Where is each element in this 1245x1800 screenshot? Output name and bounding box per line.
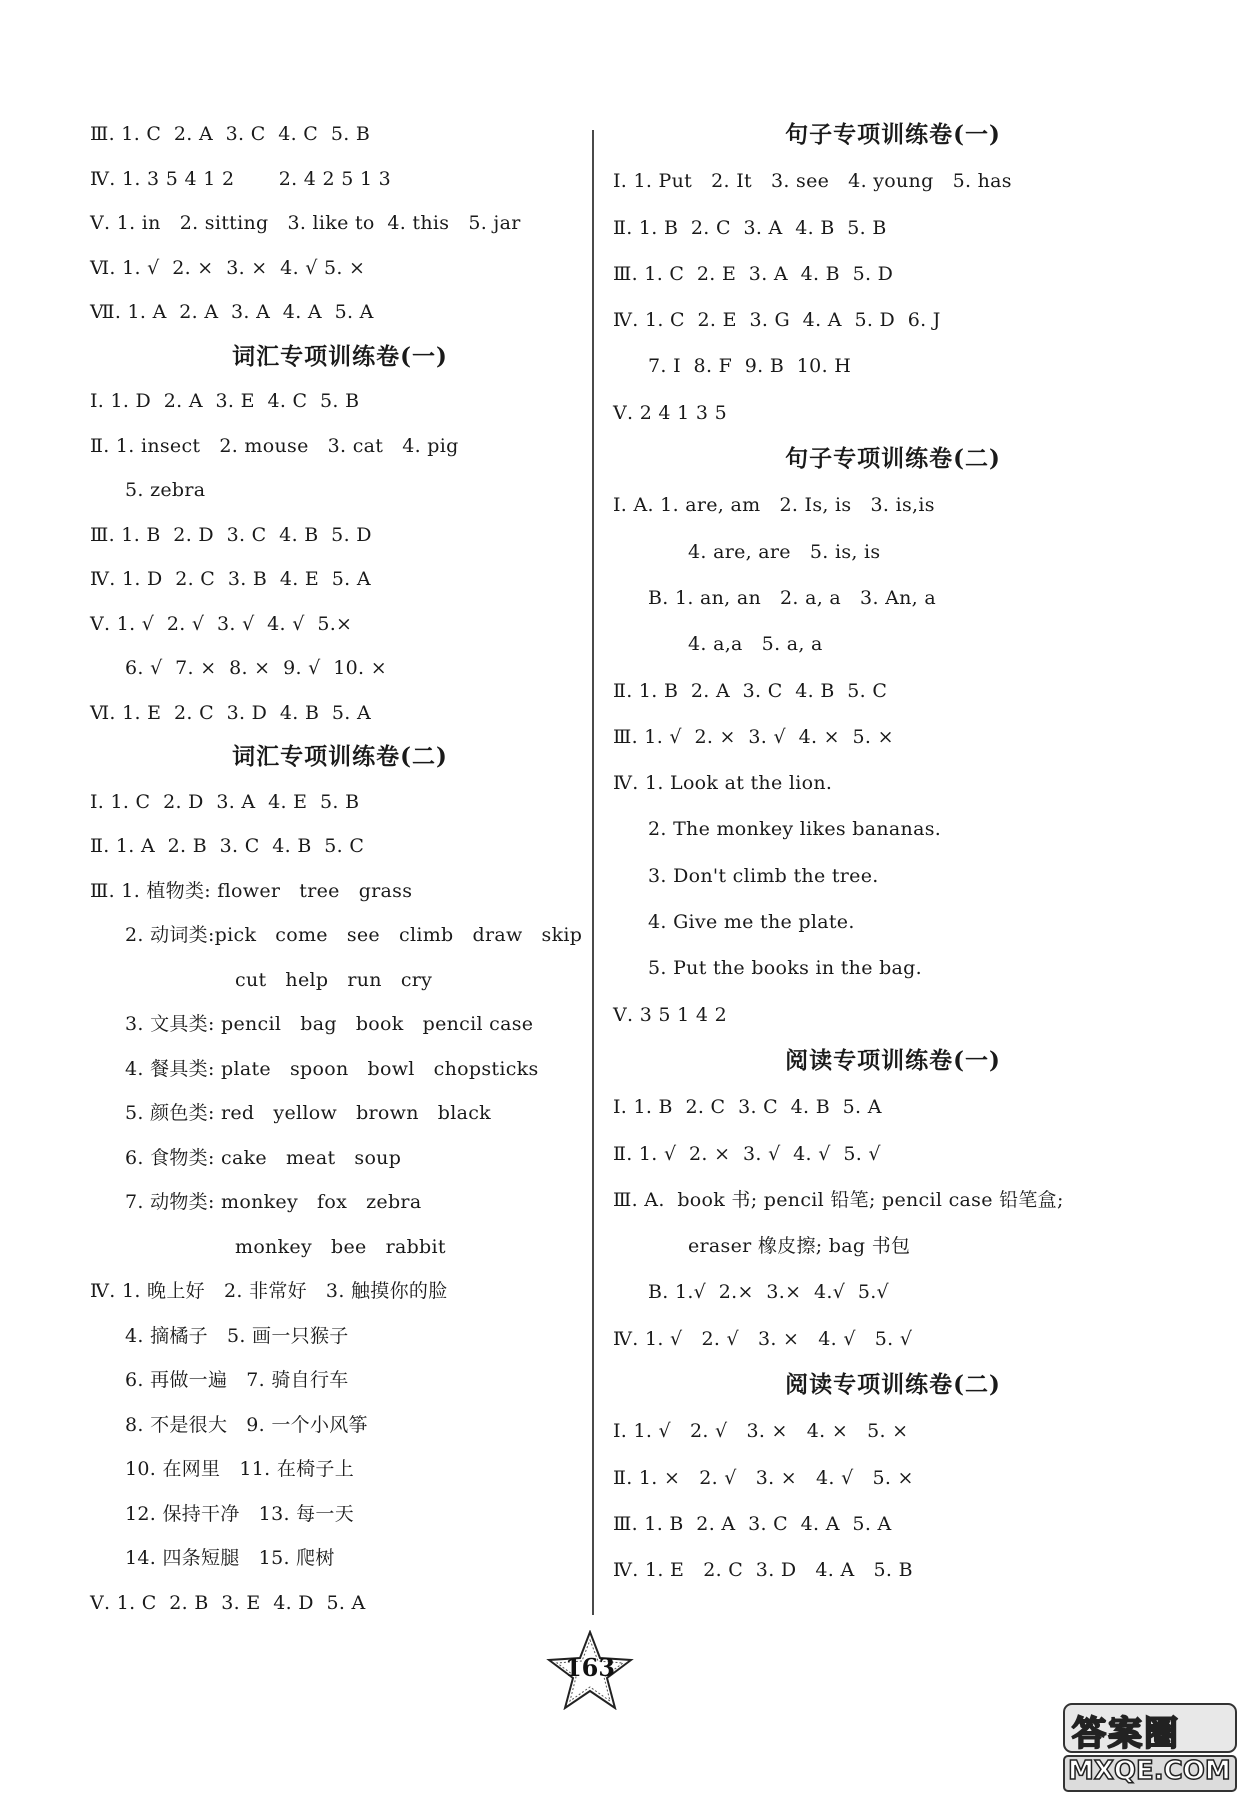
answer-line: Ⅳ. 1. Look at the lion. — [613, 772, 833, 795]
answer-line: 4. 餐具类: plate spoon bowl chopsticks — [125, 1057, 539, 1080]
answer-line: 5. Put the books in the bag. — [648, 957, 922, 980]
answer-line: Ⅱ. 1. B 2. A 3. C 4. B 5. C — [613, 679, 888, 702]
answer-line: Ⅳ. 1. C 2. E 3. G 4. A 5. D 6. J — [613, 309, 941, 332]
answer-line: monkey bee rabbit — [235, 1235, 446, 1258]
answer-line: eraser 橡皮擦; bag 书包 — [688, 1235, 911, 1258]
answer-line: Ⅱ. 1. B 2. C 3. A 4. B 5. B — [613, 216, 887, 239]
answer-line: Ⅱ. 1. × 2. √ 3. × 4. √ 5. × — [613, 1466, 914, 1489]
answer-line: 3. 文具类: pencil bag book pencil case — [125, 1013, 534, 1035]
answer-line: 12. 保持干净 13. 每一天 — [125, 1502, 355, 1525]
column-divider — [592, 130, 594, 1615]
answer-line: Ⅲ. 1. B 2. D 3. C 4. B 5. D — [90, 523, 372, 546]
answer-line: 4. 摘橘子 5. 画一只猴子 — [125, 1324, 349, 1347]
answer-line: Ⅲ. 1. √ 2. × 3. √ 4. × 5. × — [613, 725, 894, 748]
answer-line: Ⅰ. 1. √ 2. √ 3. × 4. × 5. × — [613, 1420, 909, 1443]
answer-line: Ⅳ. 1. E 2. C 3. D 4. A 5. B — [613, 1559, 913, 1582]
answer-line: Ⅰ. 1. B 2. C 3. C 4. B 5. A — [613, 1096, 882, 1119]
watermark-text-cn: 答案圈 — [1072, 1714, 1180, 1754]
answer-line: 5. 颜色类: red yellow brown black — [125, 1102, 491, 1124]
answer-line: Ⅳ. 1. 晚上好 2. 非常好 3. 触摸你的脸 — [90, 1280, 448, 1302]
answer-line: 10. 在网里 11. 在椅子上 — [125, 1458, 355, 1480]
answer-line: 6. √ 7. × 8. × 9. √ 10. × — [125, 657, 387, 679]
answer-line: Ⅰ. 1. Put 2. It 3. see 4. young 5. has — [613, 170, 1012, 193]
answer-line: Ⅲ. 1. B 2. A 3. C 4. A 5. A — [613, 1512, 892, 1535]
answer-line: Ⅴ. 2 4 1 3 5 — [613, 401, 728, 424]
answer-line: 4. are, are 5. is, is — [688, 540, 881, 563]
answer-line: Ⅰ. A. 1. are, am 2. Is, is 3. is,is — [613, 494, 935, 517]
answer-line: 14. 四条短腿 15. 爬树 — [125, 1547, 335, 1569]
answer-line: 2. 动词类:pick come see climb draw skip — [125, 924, 583, 946]
section-title: 词汇专项训练卷(一) — [232, 342, 448, 370]
answer-line: 7. I 8. F 9. B 10. H — [648, 355, 852, 378]
page-number: 163 — [564, 1653, 616, 1682]
answer-line: Ⅶ. 1. A 2. A 3. A 4. A 5. A — [90, 301, 374, 323]
answer-line: 5. zebra — [125, 479, 206, 501]
section-title: 句子专项训练卷(一) — [785, 121, 1001, 148]
answer-line: Ⅱ. 1. insect 2. mouse 3. cat 4. pig — [90, 434, 459, 457]
answer-line: Ⅲ. 1. 植物类: flower tree grass — [90, 879, 413, 902]
section-title: 句子专项训练卷(二) — [785, 445, 1001, 473]
answer-line: B. 1.√ 2.× 3.× 4.√ 5.√ — [648, 1281, 889, 1304]
answer-line: 6. 再做一遍 7. 骑自行车 — [125, 1369, 349, 1391]
answer-line: Ⅳ. 1. D 2. C 3. B 4. E 5. A — [90, 568, 371, 590]
answer-line: Ⅴ. 1. C 2. B 3. E 4. D 5. A — [90, 1591, 366, 1614]
answer-line: Ⅱ. 1. √ 2. × 3. √ 4. √ 5. √ — [613, 1142, 881, 1165]
left-column — [90, 112, 590, 1625]
answer-line: Ⅵ. 1. E 2. C 3. D 4. B 5. A — [90, 701, 371, 724]
answer-line: 2. The monkey likes bananas. — [648, 818, 942, 841]
answer-line: Ⅲ. 1. C 2. A 3. C 4. C 5. B — [90, 123, 371, 145]
answer-line: Ⅴ. 1. √ 2. √ 3. √ 4. √ 5.× — [90, 612, 353, 635]
answer-line: Ⅴ. 3 5 1 4 2 — [613, 1003, 728, 1026]
answer-line: Ⅰ. 1. C 2. D 3. A 4. E 5. B — [90, 790, 360, 813]
answer-line: Ⅳ. 1. 3 5 4 1 2 2. 4 2 5 1 3 — [90, 167, 392, 190]
answer-line: Ⅲ. A. book 书; pencil 铅笔; pencil case 铅笔盒; — [613, 1188, 1064, 1211]
right-column — [613, 112, 1173, 1594]
answer-line: 6. 食物类: cake meat soup — [125, 1146, 402, 1169]
answer-line: Ⅴ. 1. in 2. sitting 3. like to 4. this 5. jar — [90, 212, 521, 234]
answer-line: 7. 动物类: monkey fox zebra — [125, 1191, 422, 1213]
watermark-text-en: MXQE.COM — [1068, 1756, 1231, 1786]
answer-line: 4. a,a 5. a, a — [688, 633, 823, 656]
answer-line: Ⅳ. 1. √ 2. √ 3. × 4. √ 5. √ — [613, 1327, 913, 1350]
answer-line: Ⅵ. 1. √ 2. × 3. × 4. √ 5. × — [90, 256, 366, 279]
answer-line: Ⅰ. 1. D 2. A 3. E 4. C 5. B — [90, 390, 360, 412]
section-title: 阅读专项训练卷(二) — [785, 1371, 1001, 1399]
answer-line: 3. Don't climb the tree. — [648, 864, 879, 887]
answer-line: Ⅲ. 1. C 2. E 3. A 4. B 5. D — [613, 262, 894, 285]
answer-line: B. 1. an, an 2. a, a 3. An, a — [648, 586, 936, 609]
section-title: 词汇专项训练卷(二) — [232, 743, 448, 770]
section-title: 阅读专项训练卷(一) — [785, 1046, 1001, 1074]
answer-line: Ⅱ. 1. A 2. B 3. C 4. B 5. C — [90, 835, 365, 857]
answer-line: 4. Give me the plate. — [648, 911, 855, 934]
answer-line: 8. 不是很大 9. 一个小风筝 — [125, 1413, 368, 1436]
answer-line: cut help run cry — [235, 968, 433, 991]
